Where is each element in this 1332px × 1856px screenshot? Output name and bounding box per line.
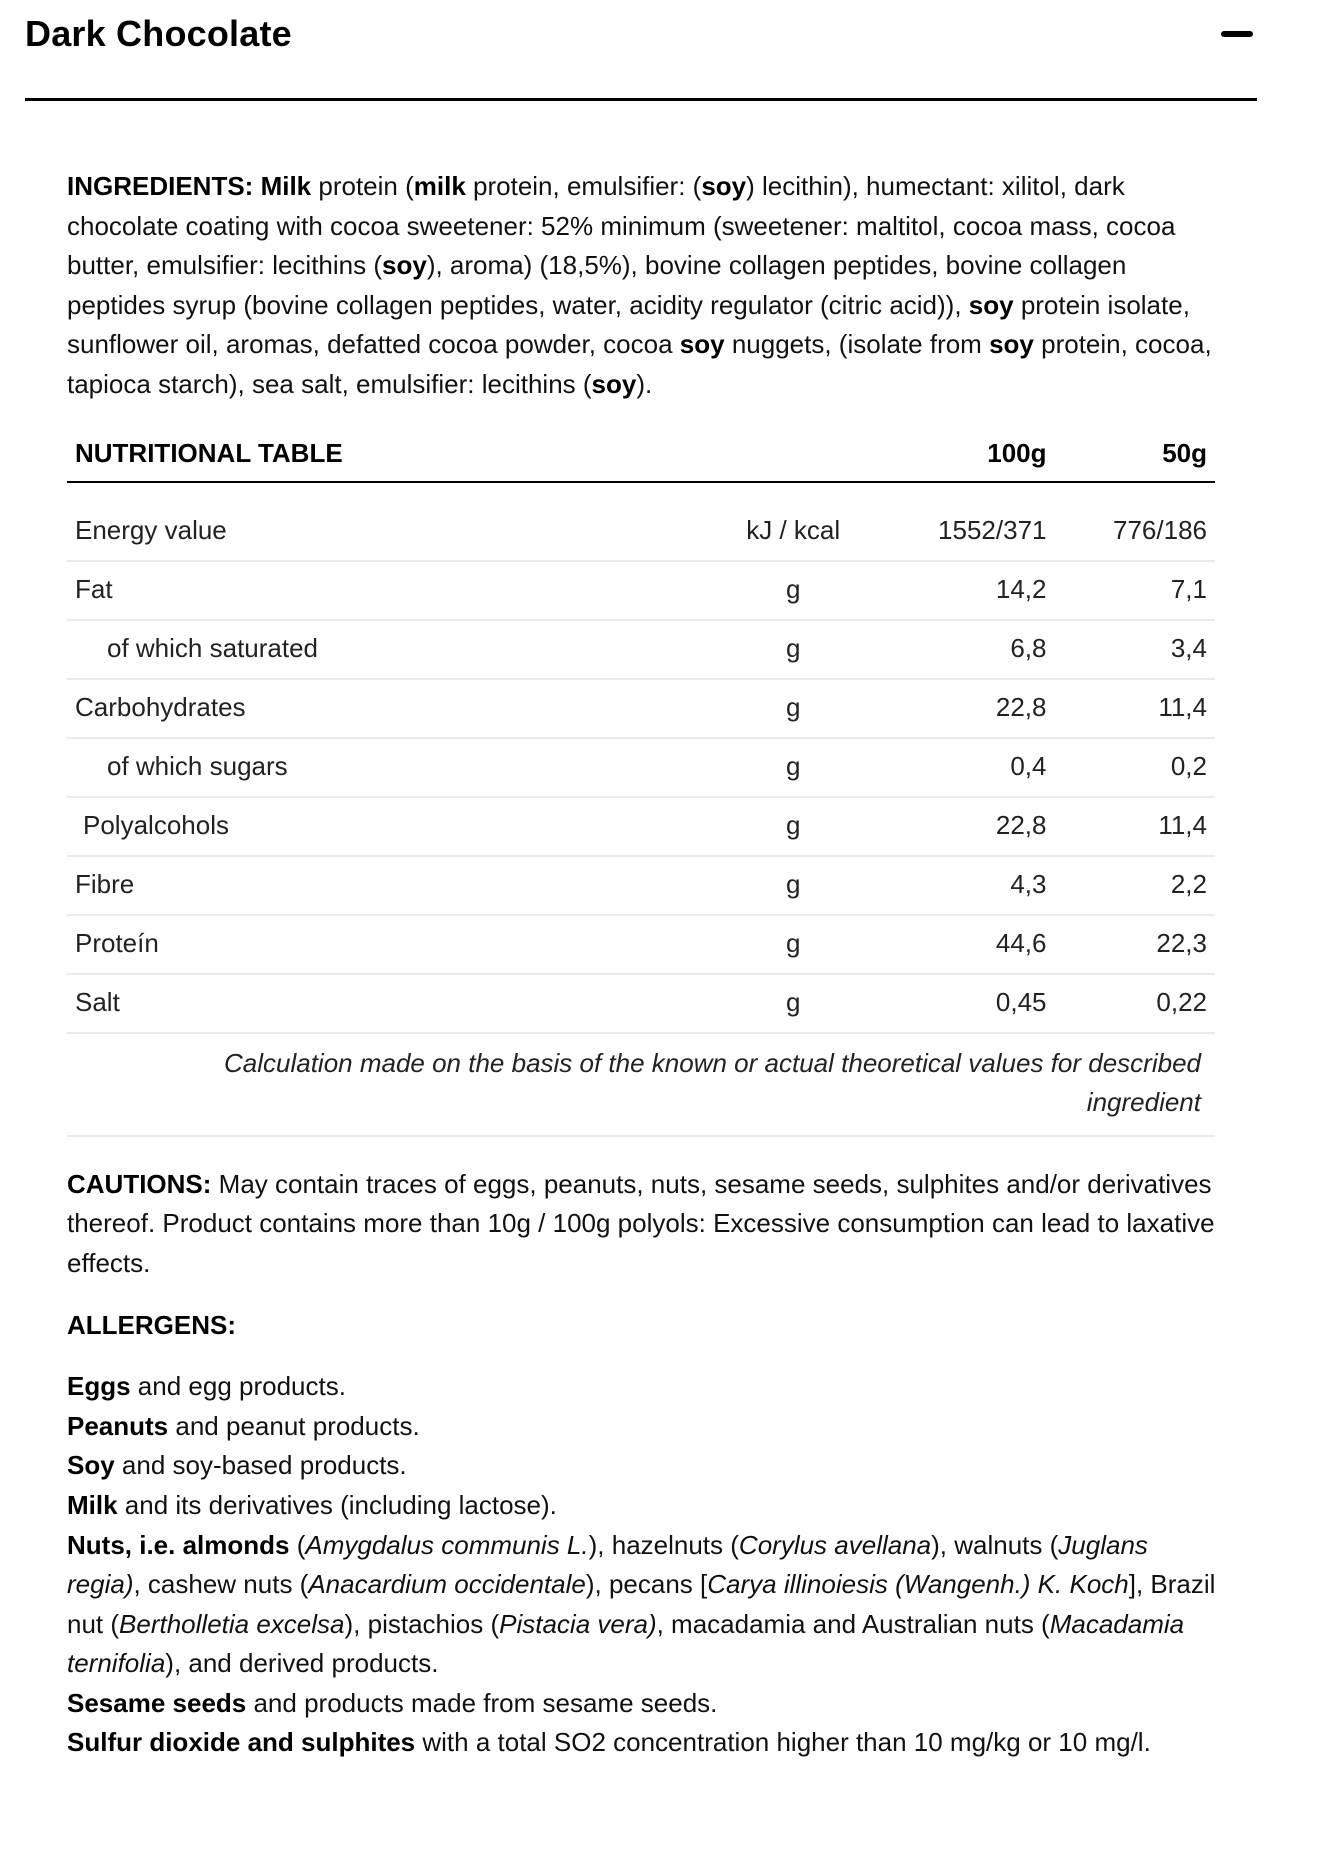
allergen-scientific-name: Pistacia vera) [499,1608,657,1639]
ingredient-allergen: milk [413,171,466,201]
nutrient-name: of which saturated [67,620,692,679]
unit-header [692,427,894,482]
value-100g: 44,6 [894,915,1054,974]
nutrient-unit: g [692,561,894,620]
allergen-item [67,1723,1217,1763]
ingredient-text: ) lecithin), humectant: xilitol, dark chocolate coating with cocoa sweetener: 52% minimum (sweetener: maltitol, cocoa mass, cocoa butter, emulsifier: lecithins ( [67,171,1176,281]
ingredient-allergen: soy [701,171,747,201]
allergen-item [67,1486,1217,1526]
nutrition-note-row [67,1033,1215,1136]
allergen-text: and soy-based products. [114,1450,407,1481]
allergen-scientific-name: Corylus avellana [738,1529,932,1560]
value-100g: 1552/371 [894,482,1054,561]
value-100g: 0,45 [894,974,1054,1033]
allergen-scientific-name: Macadamia ternifolia [67,1608,1185,1679]
allergen-text: ( [289,1529,306,1560]
nutrition-row [67,915,1215,974]
nutrition-note: Calculation made on the basis of the known or actual theoretical values for described ingredient [67,1033,1215,1136]
ingredient-allergen: soy [968,289,1014,320]
nutrient-unit: kJ / kcal [692,482,894,561]
nutrition-row [67,974,1215,1033]
allergen-text: and egg products. [130,1371,346,1402]
nutrition-row [67,856,1215,915]
nutrient-name: Polyalcohols [67,797,692,856]
column-50g: 50g [1055,427,1216,482]
value-50g: 11,4 [1055,679,1216,738]
product-title: Dark Chocolate [25,13,292,54]
allergen-text: ), pistachios ( [344,1608,500,1639]
allergen-item [67,1367,1217,1407]
ingredient-text: protein isolate, sunflower oil, aromas, defatted cocoa powder, cocoa [67,289,1190,360]
product-details [67,167,1217,1763]
allergen-scientific-name: Bertholletia excelsa [119,1608,345,1639]
cautions-paragraph [67,1165,1217,1284]
allergen-item [67,1446,1217,1486]
ingredient-text: protein, emulsifier: ( [465,171,702,201]
allergens-list [67,1367,1217,1763]
cautions-text: May contain traces of eggs, peanuts, nuts, sesame seeds, sulphites and/or derivatives thereof. Product contains more than 10g / 100g polyols: Excessive consumption can lead to laxative effects. [67,1168,1215,1278]
ingredient-allergen: soy [989,329,1034,360]
ingredient-text: protein, cocoa, tapioca starch), sea salt, emulsifier: lecithins ( [67,329,1212,399]
nutrient-name: Fat [67,561,692,620]
allergen-name: Milk [67,1489,118,1520]
allergen-name: Sulfur dioxide and sulphites [67,1727,416,1758]
allergen-text: and its derivatives (including lactose). [117,1489,557,1520]
value-50g: 22,3 [1055,915,1216,974]
allergen-scientific-name: Anacardium occidentale [308,1569,586,1600]
nutrition-title: NUTRITIONAL TABLE [67,427,692,482]
ingredient-text: ). [636,368,653,399]
nutrition-header-row [67,427,1215,482]
value-100g: 14,2 [894,561,1054,620]
nutrient-unit: g [692,797,894,856]
nutrient-name: Energy value [67,482,692,561]
product-header [25,0,1257,101]
allergen-text: ), walnuts ( [931,1529,1059,1560]
allergen-text: and peanut products. [168,1410,420,1441]
allergen-name: Nuts, i.e. almonds [67,1529,290,1560]
allergen-text: ], Brazil nut ( [67,1569,1216,1639]
nutrient-name: Proteín [67,915,692,974]
value-50g: 7,1 [1055,561,1216,620]
allergen-name: Sesame seeds [67,1687,247,1718]
allergens-title: ALLERGENS: [67,1309,236,1340]
value-50g: 776/186 [1055,482,1216,561]
nutrient-unit: g [692,679,894,738]
ingredient-allergen: soy [679,329,725,360]
allergen-name: Eggs [67,1371,131,1402]
nutrient-unit: g [692,915,894,974]
value-100g: 22,8 [894,679,1054,738]
allergen-text: with a total SO2 concentration higher than 10 mg/kg or 10 mg/l. [415,1727,1151,1758]
nutrient-unit: g [692,738,894,797]
allergen-text: , cashew nuts ( [133,1569,309,1600]
ingredient-allergen: soy [591,368,637,399]
nutrition-row [67,561,1215,620]
nutrition-row [67,738,1215,797]
collapse-button[interactable] [1217,20,1257,48]
value-50g: 0,22 [1055,974,1216,1033]
allergen-text: and products made from sesame seeds. [246,1687,718,1718]
nutrient-unit: g [692,856,894,915]
value-100g: 4,3 [894,856,1054,915]
allergen-text: , macadamia and Australian nuts ( [656,1608,1050,1639]
nutritional-table [67,427,1215,1137]
nutrition-row [67,482,1215,561]
value-100g: 6,8 [894,620,1054,679]
nutrition-row [67,797,1215,856]
value-50g: 11,4 [1055,797,1216,856]
minus-icon [1221,31,1253,37]
ingredient-text: nuggets, (isolate from [724,329,990,360]
allergen-item [67,1526,1217,1684]
nutrition-row [67,620,1215,679]
ingredient-allergen: Milk [260,171,312,201]
nutrient-unit: g [692,620,894,679]
cautions-label: CAUTIONS: [67,1168,212,1199]
ingredients-paragraph [67,167,1217,405]
allergen-name: Soy [67,1450,115,1481]
value-100g: 22,8 [894,797,1054,856]
value-50g: 0,2 [1055,738,1216,797]
value-50g: 3,4 [1055,620,1216,679]
ingredients-label: INGREDIENTS: [67,171,254,201]
nutrient-name: Salt [67,974,692,1033]
value-50g: 2,2 [1055,856,1216,915]
allergen-item [67,1684,1217,1724]
allergen-text: ), hazelnuts ( [588,1529,739,1560]
nutrient-name: Fibre [67,856,692,915]
allergen-text: ), pecans [ [585,1569,708,1600]
nutrient-name: Carbohydrates [67,679,692,738]
ingredient-text: protein ( [311,171,414,201]
nutrition-row [67,679,1215,738]
nutrient-unit: g [692,974,894,1033]
allergen-item [67,1407,1217,1447]
allergen-text: ), and derived products. [165,1648,439,1679]
allergen-scientific-name: Carya illinoiesis (Wangenh.) K. Koch [707,1569,1129,1600]
ingredient-text: ), aroma) (18,5%), bovine collagen peptides, bovine collagen peptides syrup (bovine collagen peptides, water, acidity regulator (citric acid)), [67,250,1127,320]
allergen-name: Peanuts [67,1410,169,1441]
allergen-scientific-name: Juglans regia) [67,1529,1148,1600]
column-100g: 100g [894,427,1054,482]
allergen-scientific-name: Amygdalus communis L. [305,1529,589,1560]
ingredient-allergen: soy [382,250,427,281]
nutrient-name: of which sugars [67,738,692,797]
value-100g: 0,4 [894,738,1054,797]
